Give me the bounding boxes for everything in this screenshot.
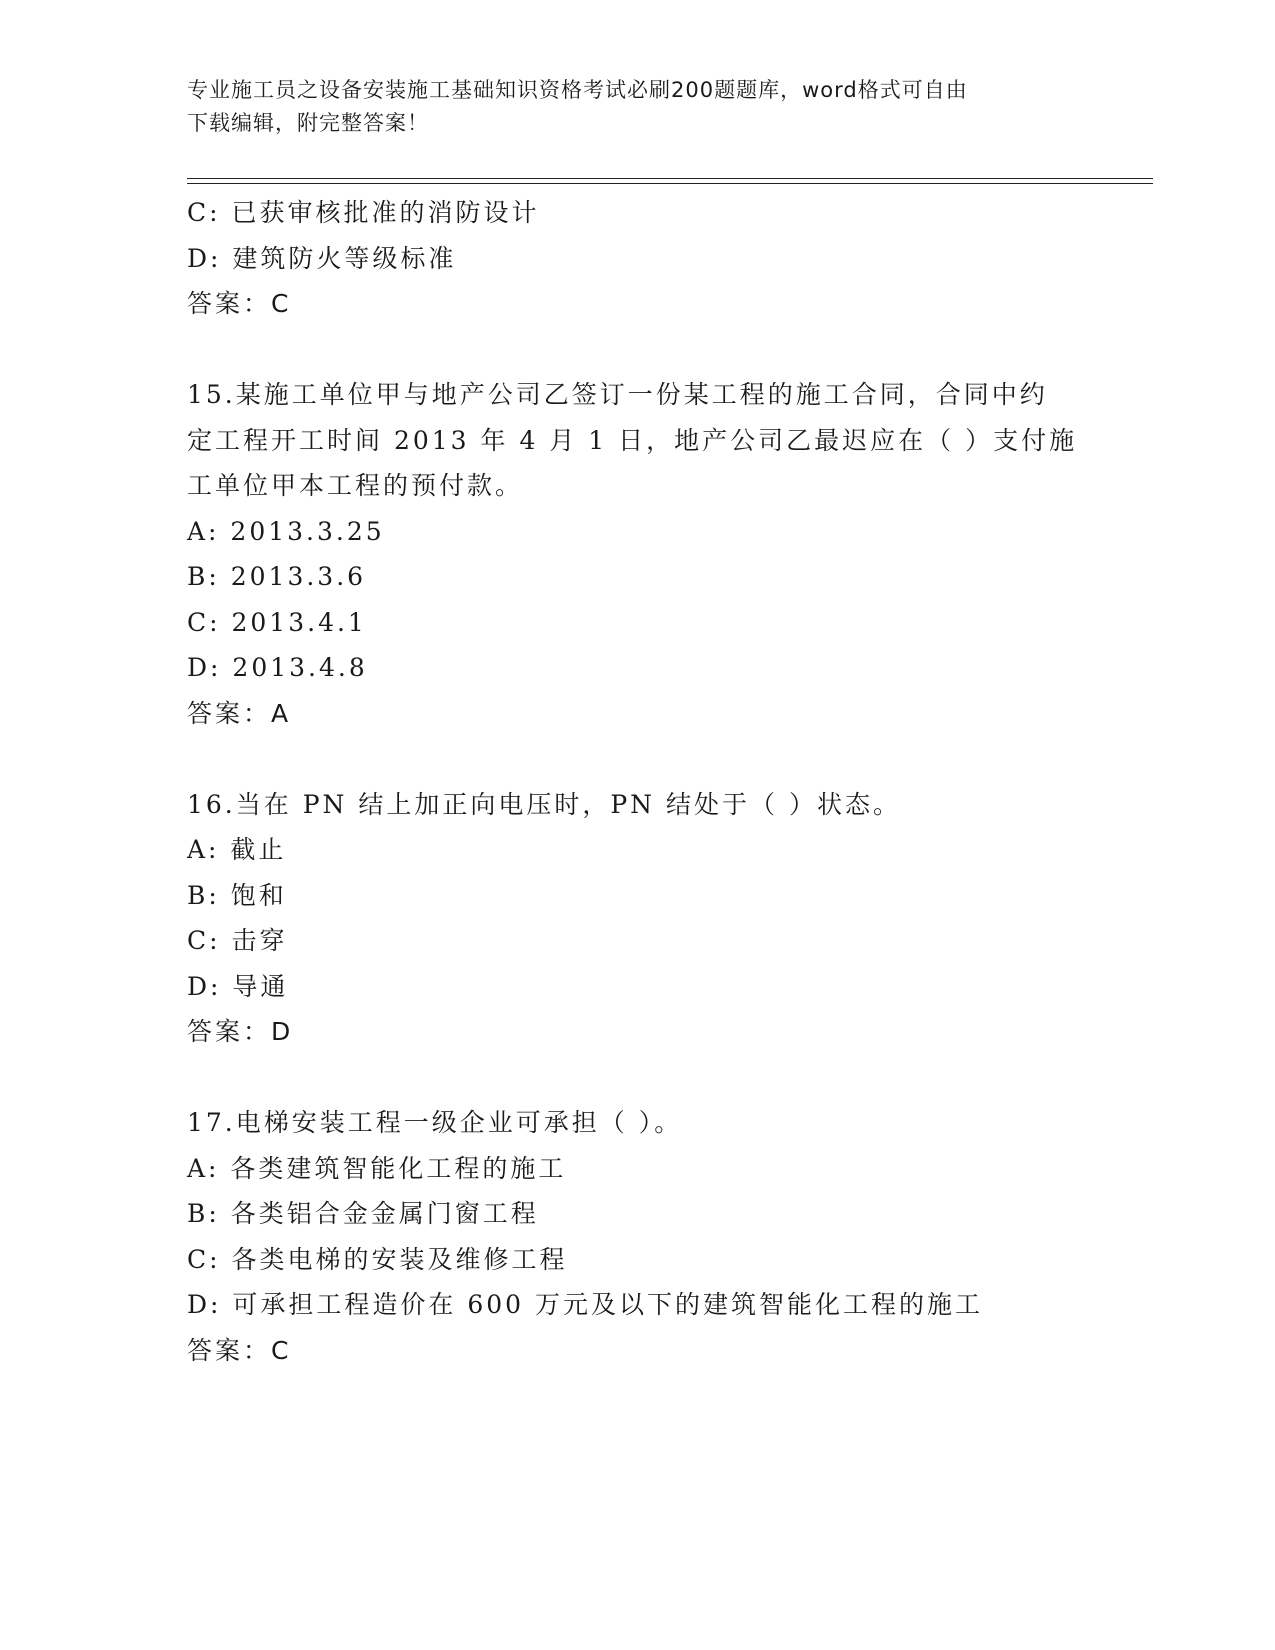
question-text-line: 工单位甲本工程的预付款。 bbox=[187, 471, 524, 500]
document-header bbox=[187, 74, 1087, 140]
question-text-line: 15.某施工单位甲与地产公司乙签订一份某工程的施工合同，合同中约 bbox=[187, 380, 1048, 409]
option-d: D: 建筑防火等级标准 bbox=[187, 243, 457, 273]
question-text-line: 17.电梯安装工程一级企业可承担（ ）。 bbox=[187, 1108, 683, 1137]
option-c: C: 各类电梯的安装及维修工程 bbox=[187, 1244, 568, 1274]
spacer bbox=[187, 736, 1087, 782]
answer-line: 答案：D bbox=[187, 1017, 294, 1046]
option-b: B: 饱和 bbox=[187, 880, 287, 910]
question-content bbox=[187, 190, 1087, 1373]
question-text-line: 定工程开工时间 2013 年 4 月 1 日，地产公司乙最迟应在（ ）支付施 bbox=[187, 425, 1078, 455]
option-d: D: 可承担工程造价在 600 万元及以下的建筑智能化工程的施工 bbox=[187, 1290, 984, 1319]
header-line-1: 专业施工员之设备安装施工基础知识资格考试必刷200题题库，word格式可自由 bbox=[187, 78, 968, 102]
spacer bbox=[187, 1055, 1087, 1101]
option-c: C: 已获审核批准的消防设计 bbox=[187, 198, 540, 227]
option-c: C: 2013.4.1 bbox=[187, 607, 367, 637]
question-block-14 bbox=[187, 190, 1087, 327]
question-text-line: 16.当在 PN 结上加正向电压时，PN 结处于（ ）状态。 bbox=[187, 789, 901, 819]
option-b: B: 2013.3.6 bbox=[187, 562, 367, 591]
header-divider-top bbox=[187, 178, 1153, 179]
option-a: A: 各类建筑智能化工程的施工 bbox=[187, 1153, 567, 1183]
option-a: A: 2013.3.25 bbox=[187, 516, 385, 546]
question-block-17 bbox=[187, 1100, 1087, 1373]
option-c: C: 击穿 bbox=[187, 926, 288, 955]
answer-line: 答案：C bbox=[187, 289, 292, 318]
header-line-2: 下载编辑，附完整答案！ bbox=[187, 111, 429, 135]
option-d: D: 2013.4.8 bbox=[187, 653, 368, 682]
spacer bbox=[187, 327, 1087, 373]
option-d: D: 导通 bbox=[187, 971, 289, 1001]
question-block-16 bbox=[187, 782, 1087, 1055]
question-block-15 bbox=[187, 372, 1087, 736]
answer-line: 答案：A bbox=[187, 698, 292, 728]
header-divider-bottom bbox=[187, 183, 1153, 184]
answer-line: 答案：C bbox=[187, 1335, 292, 1365]
option-a: A: 截止 bbox=[187, 835, 287, 864]
option-b: B: 各类铝合金金属门窗工程 bbox=[187, 1199, 539, 1228]
